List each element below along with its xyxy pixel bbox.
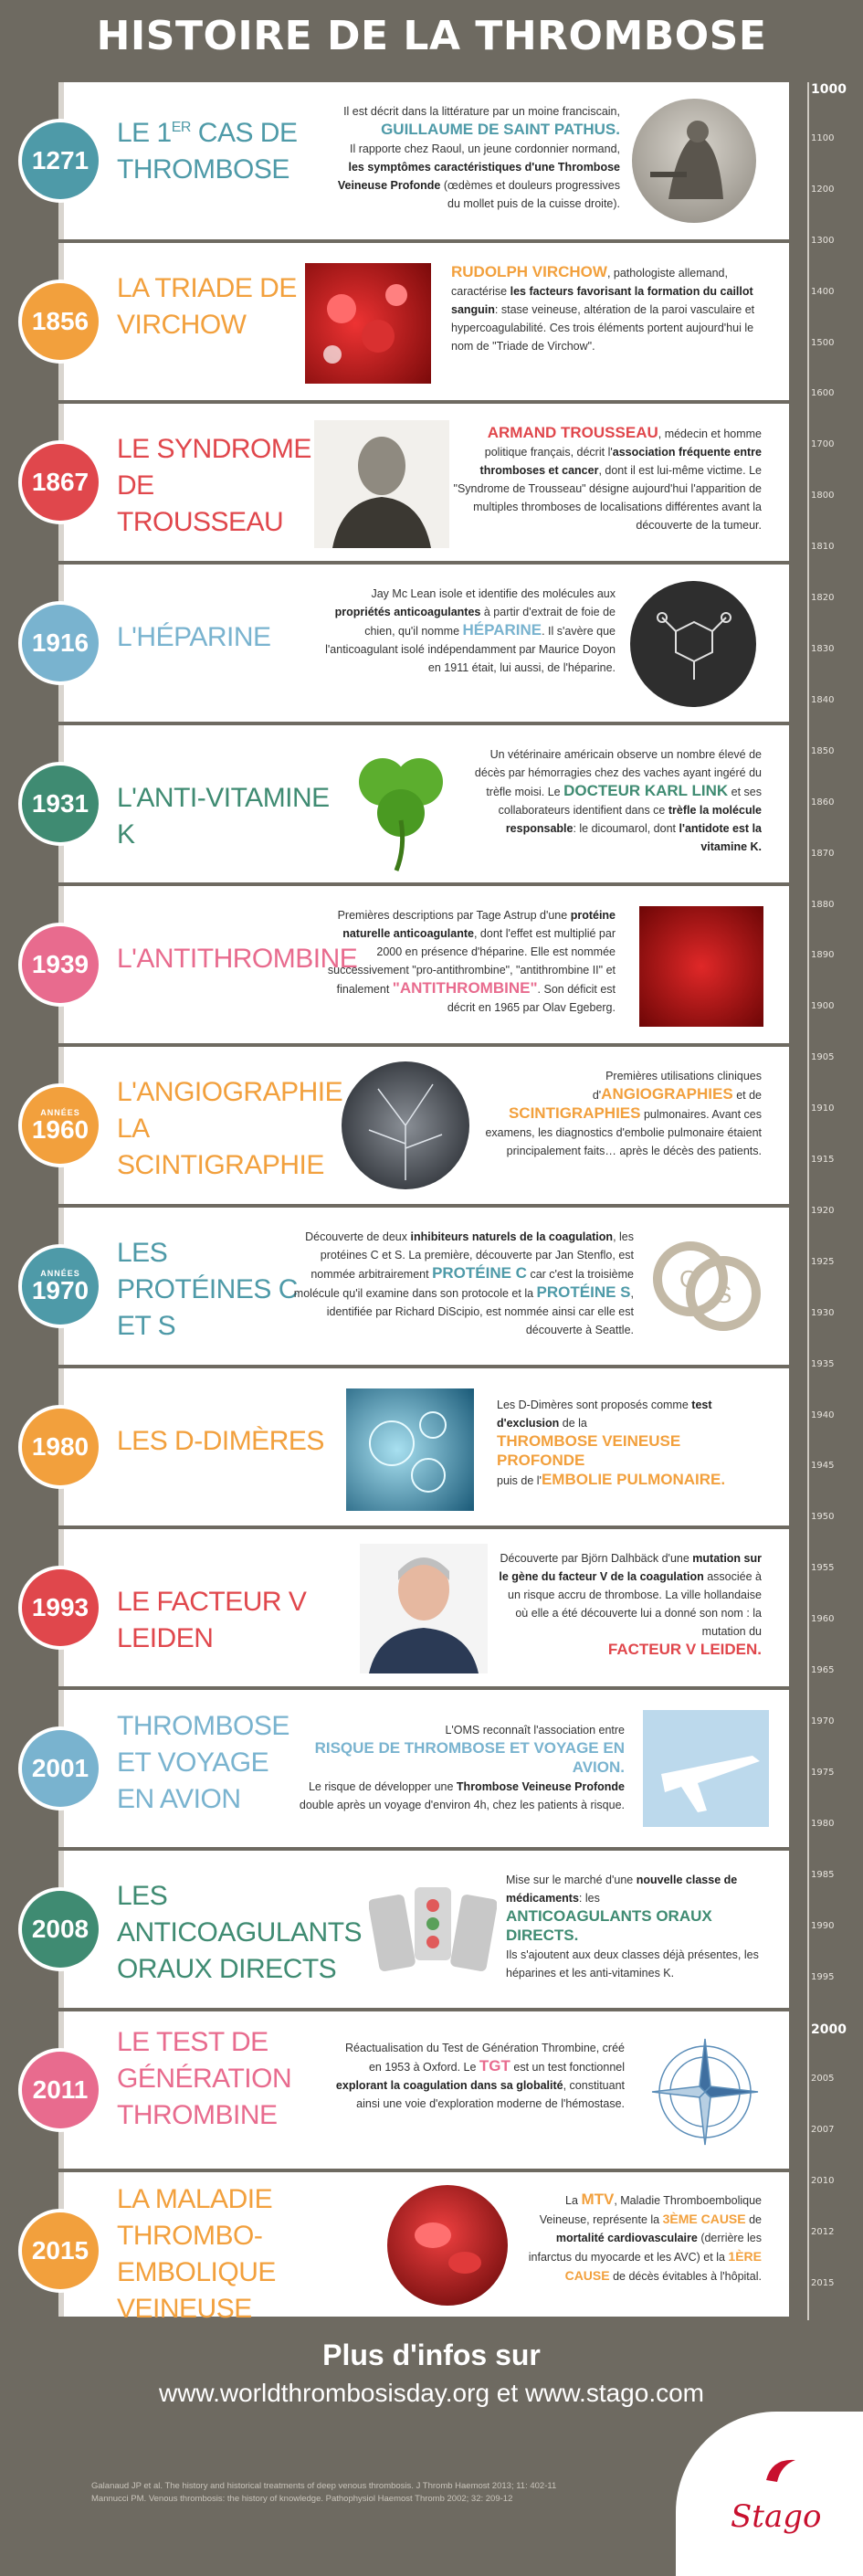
year-badge: ANNÉES 1970 (18, 1244, 102, 1328)
axis-tick-label: 1850 (811, 745, 835, 756)
axis-tick-label: 1100 (811, 132, 835, 143)
event-heading: L'HÉPARINE (117, 622, 271, 652)
axis-tick-label: 1500 (811, 337, 835, 348)
axis-tick-label: 1925 (811, 1256, 835, 1267)
axis-tick-label: 1300 (811, 235, 835, 246)
axis-tick-label: 1840 (811, 694, 835, 705)
stago-logo: Stago (731, 2498, 822, 2535)
year-badge: 1856 (18, 280, 102, 364)
event-card-1980 (31, 1368, 789, 1529)
event-heading: L'ANGIOGRAPHIE LA SCINTIGRAPHIE (117, 1077, 343, 1180)
event-heading: L'ANTI-VITAMINE K (117, 783, 330, 850)
cells-blue-icon (346, 1388, 474, 1511)
axis-tick-label: 1930 (811, 1307, 835, 1318)
svg-text:S: S (716, 1281, 732, 1308)
year-badge: 1993 (18, 1566, 102, 1650)
cs-logo-icon (643, 1228, 771, 1345)
axis-tick-label: 1920 (811, 1205, 835, 1216)
year-badge: 2008 (18, 1887, 102, 1971)
axis-tick-label: 1600 (811, 388, 835, 399)
event-heading: LE FACTEUR V LEIDEN (117, 1587, 307, 1653)
event-heading: LA MALADIE THROMBO-EMBOLIQUE VEINEUSE (117, 2184, 276, 2324)
event-heading: LE TEST DE GÉNÉRATION THROMBINE (117, 2027, 292, 2130)
footer-links[interactable]: www.worldthrombosisday.org et www.stago.com (158, 2379, 705, 2407)
event-text: Premières descriptions par Tage Astrup d'une protéine naturelle anticoagulante, dont l'effet est multiplié par 2000 en présence d'héparine. Elle est nommée successivement "pro-antithrombine", "antithrombine II" et finalement "ANTITHROMBINE". Son déficit est décrit en 1965 par Olav Egeberg. (327, 909, 616, 1014)
event-text: Les D-Dimères sont proposés comme test d'exclusion de la THROMBOSE VEINEUSE PROFONDE puis de l'EMBOLIE PULMONAIRE. (497, 1399, 726, 1488)
event-heading: LES D-DIMÈRES (117, 1426, 324, 1456)
axis-tick-label: 1955 (811, 1563, 835, 1574)
axis-tick-label: 1890 (811, 950, 835, 961)
axis-tick-label: 1830 (811, 643, 835, 654)
event-text: RUDOLPH VIRCHOW, pathologiste allemand, caractérise les facteurs favorisant la formation du caillot sanguin: stase veineuse, altération de la paroi vasculaire et hypercoagulabilité. Ces trois éléments portent aujourd'hui le nom de "Triade de Virchow". (451, 263, 755, 353)
logo-background (676, 2412, 863, 2576)
axis-tick-label: 2015 (811, 2278, 835, 2288)
axis-tick-label: 1950 (811, 1512, 835, 1523)
timeline-axis (807, 82, 809, 2320)
year-badge: 2001 (18, 1726, 102, 1811)
axis-tick-label: 1800 (811, 491, 835, 501)
event-heading: L'ANTITHROMBINE (117, 944, 358, 974)
year-badge: 1939 (18, 923, 102, 1007)
event-text: Découverte par Björn Dalhbäck d'une mutation sur le gène du facteur V de la coagulation associée à un risque accru de thrombose. La ville hollandaise où elle a été découverte lui a donné son nom : la mutation du FACTEUR V LEIDEN. (499, 1552, 762, 1658)
axis-tick-label: 1000 (811, 82, 847, 97)
event-heading: LA TRIADE DE VIRCHOW (117, 273, 297, 340)
event-text: Jay Mc Lean isole et identifie des molécules aux propriétés anticoagulantes à partir d'extrait de foie de chien, qu'il nomme HÉPARINE. Il s'avère que l'anticoagulant isolé indépendamment par Maurice Doyon en 1911 était, lui aussi, de l'héparine. (325, 587, 616, 674)
portrait-photo-icon (360, 1544, 488, 1673)
molecule-icon (630, 581, 756, 707)
engraving-monk-icon (632, 99, 756, 223)
axis-tick-label: 1960 (811, 1614, 835, 1625)
airplane-icon (643, 1710, 769, 1827)
footer-heading: Plus d'infos sur (322, 2338, 541, 2371)
axis-tick-label: 1700 (811, 439, 835, 450)
event-text: L'OMS reconnaît l'association entre RISQUE DE THROMBOSE ET VOYAGE EN AVION. Le risque de développer une Thrombose Veineuse Profonde double après un voyage d'environ 4h, chez les patients à risque. (299, 1724, 625, 1811)
event-card-1939 (31, 886, 789, 1047)
axis-tick-label: 2007 (811, 2125, 835, 2136)
event-text: Réactualisation du Test de Génération Thrombine, créé en 1953 à Oxford. Le TGT est un test fonctionnel explorant la coagulation dans sa globalité, constituant ainsi une voie d'exploration moderne de l'hémostase. (335, 2042, 625, 2110)
event-card-1970 (31, 1208, 789, 1368)
page-title: HISTOIRE DE LA THROMBOSE (96, 13, 767, 59)
event-card-2001 (31, 1690, 789, 1851)
year-badge: 2011 (18, 2048, 102, 2132)
event-card-2008 (31, 1851, 789, 2011)
blood-cells-icon (305, 263, 431, 384)
year-badge: 2015 (18, 2209, 102, 2293)
axis-tick-label: 1970 (811, 1716, 835, 1727)
axis-tick-label: 1940 (811, 1409, 835, 1420)
event-text: Mise sur le marché d'une nouvelle classe de médicaments: les ANTICOAGULANTS ORAUX DIRECTS. Ils s'ajoutent aux deux classes déjà présentes, les héparines et les anti-vitamines K. (506, 1874, 759, 1980)
event-card-2011 (32, 2011, 789, 2172)
year-badge: 1931 (18, 762, 102, 846)
event-card-1993 (31, 1529, 789, 1690)
axis-tick-label: 2010 (811, 2176, 835, 2187)
event-card-1856 (31, 243, 789, 404)
event-heading: LES PROTÉINES C ET S (117, 1238, 298, 1341)
axis-tick-label: 1810 (811, 542, 835, 553)
event-heading: LE 1ER CAS DE THROMBOSE (117, 118, 298, 185)
event-text: Découverte de deux inhibiteurs naturels de la coagulation, les protéines C et S. La première, découverte par Jan Stenflo, est nommée arbitrairement PROTÉINE C car c'est la troisième molécule qu'il examine dans son protocole et la PROTÉINE S, identifiée par Richard DiScipio, est nommée ainsi car elle est découverte à Seattle. (293, 1230, 634, 1336)
svg-text:C: C (679, 1265, 697, 1293)
axis-tick-label: 1400 (811, 286, 835, 297)
axis-tick-label: 1870 (811, 848, 835, 859)
event-card-1960 (31, 1047, 789, 1208)
event-card-2015 (31, 2172, 789, 2324)
year-badge: 1916 (18, 601, 102, 685)
references: Galanaud JP et al. The history and historical treatments of deep venous thrombosis. J Thromb Haemost 2013; 11: 402-11 Mannucci PM. Venous thrombosis: the history of knowledge. Pathophysiol Haemost Thromb 2002; 32: 209-12 (91, 2481, 557, 2504)
event-text: Premières utilisations cliniques d'ANGIOGRAPHIES et de SCINTIGRAPHIES pulmonaires. Avant ces examens, les diagnostics d'embolie pulmonaire étaient principalement faits… après le décès des patients. (485, 1070, 762, 1157)
event-heading: THROMBOSE ET VOYAGE EN AVION (117, 1711, 289, 1814)
red-cells-icon (387, 2185, 508, 2306)
axis-tick-label: 1900 (811, 1001, 835, 1012)
stago-logo-icon (763, 2453, 799, 2489)
portrait-engraving-icon (314, 420, 449, 548)
axis-tick-label: 1820 (811, 593, 835, 604)
event-heading: LES ANTICOAGULANTS ORAUX DIRECTS (117, 1881, 363, 1984)
axis-tick-label: 1965 (811, 1665, 835, 1676)
event-card-1271 (31, 82, 789, 243)
axis-tick-label: 1200 (811, 184, 835, 195)
axis-tick-label: 1880 (811, 899, 835, 910)
event-text: ARMAND TROUSSEAU, médecin et homme politique français, décrit l'association fréquente entre thromboses et cancer, dont il est lui-même victime. Le "Syndrome de Trousseau" désigne aujourd'hui l'apparition de multiples thromboses de localisations différentes avant la découverte de la tumeur. (453, 424, 762, 532)
axis-tick-label: 1915 (811, 1155, 835, 1166)
event-heading: LE SYNDROME DE TROUSSEAU (117, 434, 311, 537)
red-texture-icon (639, 906, 763, 1027)
year-badge: 1867 (18, 440, 102, 524)
axis-tick-label: 1860 (811, 797, 835, 808)
angiography-icon (342, 1061, 469, 1189)
event-card-1931 (31, 725, 789, 886)
pills-icon (369, 1869, 497, 1990)
axis-tick-label: 1975 (811, 1767, 835, 1778)
axis-tick-label: 1995 (811, 1971, 835, 1982)
clover-icon (342, 738, 460, 873)
year-badge: 1980 (18, 1405, 102, 1489)
axis-tick-label: 2000 (811, 2022, 847, 2038)
year-badge: ANNÉES 1960 (18, 1083, 102, 1167)
axis-tick-label: 1910 (811, 1103, 835, 1114)
axis-tick-label: 1980 (811, 1818, 835, 1829)
axis-tick-label: 1905 (811, 1052, 835, 1063)
year-badge: 1271 (18, 119, 102, 203)
event-text: Il est décrit dans la littérature par un moine franciscain, GUILLAUME DE SAINT PATHUS. Il rapporte chez Raoul, un jeune cordonnier normand, les symptômes caractéristiques d'une Thrombose Veineuse Profonde (œdèmes et douleurs progressives du mollet puis de la cuisse droite). (337, 105, 620, 210)
axis-tick-label: 2012 (811, 2227, 835, 2238)
axis-tick-label: 1990 (811, 1920, 835, 1931)
event-text: La MTV, Maladie Thromboembolique Veineuse, représente la 3ÈME CAUSE de mortalité cardiovasculaire (derrière les infarctus du myocarde et les AVC) et la 1ÈRE CAUSE de décès évitables à l'hôpital. (528, 2191, 762, 2283)
axis-tick-label: 1945 (811, 1461, 835, 1472)
axis-tick-label: 1985 (811, 1869, 835, 1880)
event-text: Un vétérinaire américain observe un nombre élevé de décès par hémorragies chez des vaches ayant ingéré du trèfle moisi. Le DOCTEUR KARL LINK et ses collaborateurs identifient dans ce trèfle la molécule responsable: le dicoumarol, dont l'antidote est la vitamine K. (474, 748, 762, 853)
event-card-1916 (31, 565, 789, 725)
compass-icon (643, 2030, 767, 2154)
axis-tick-label: 2005 (811, 2074, 835, 2085)
event-card-1867 (31, 404, 789, 565)
axis-tick-label: 1935 (811, 1358, 835, 1369)
